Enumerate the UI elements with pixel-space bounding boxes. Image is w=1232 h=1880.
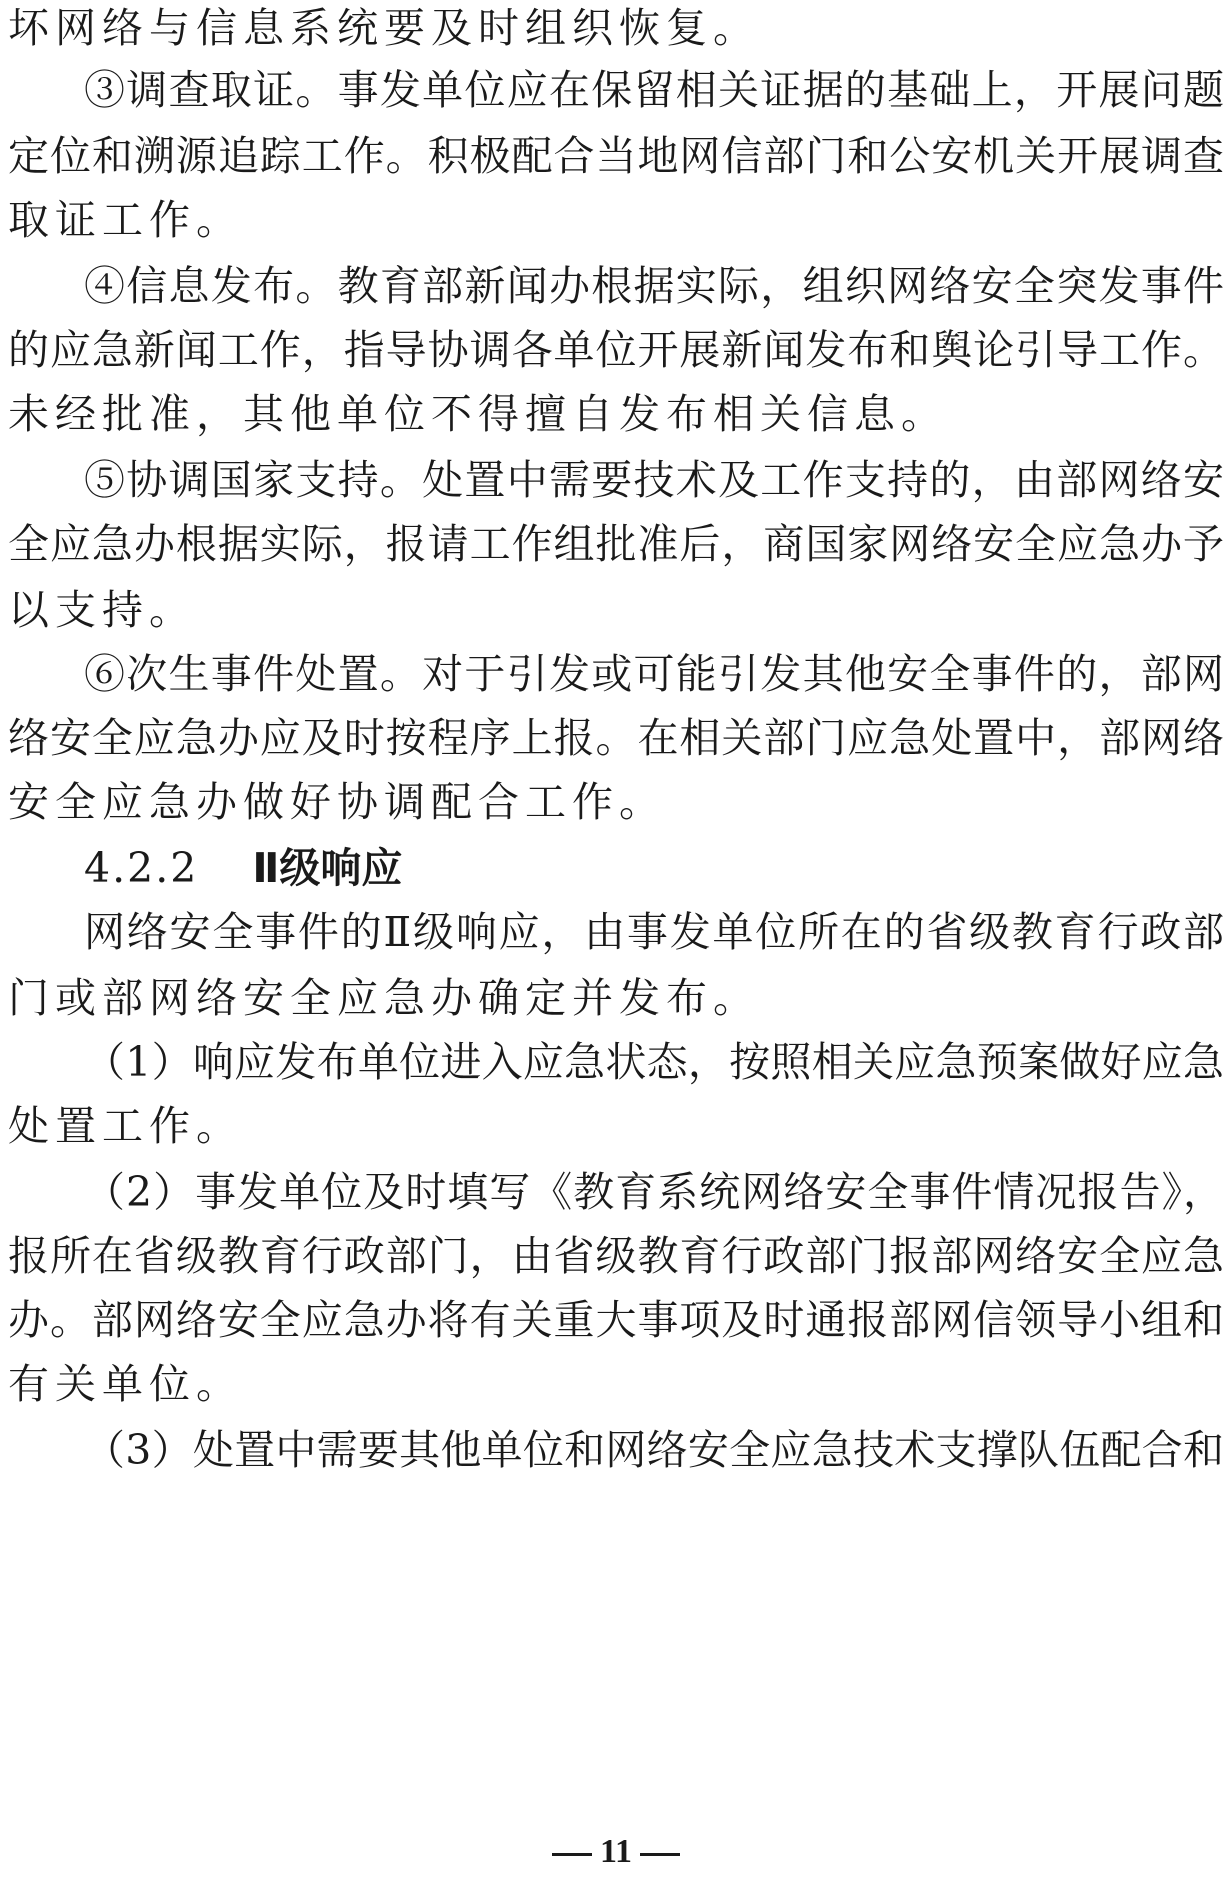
page-footer — [0, 1832, 1232, 1872]
text-line-14: 网络安全事件的Ⅱ级响应，由事发单位所在的省级教育行政部 — [84, 908, 1224, 956]
text-line-18: （2）事发单位及时填写《教育系统网络安全事件情况报告》， — [84, 1168, 1224, 1216]
text-line-22: （3）处置中需要其他单位和网络安全应急技术支撑队伍配合和 — [84, 1426, 1224, 1474]
footer-dash-right — [640, 1853, 680, 1856]
text-line-13: 安全应急办做好协调配合工作。 — [8, 778, 666, 826]
text-line-16: （1）响应发布单位进入应急状态，按照相关应急预案做好应急 — [84, 1038, 1224, 1086]
section-number: 4.2.2 — [84, 844, 199, 892]
text-line-21: 有关单位。 — [8, 1360, 243, 1408]
text-line-7: 未经批准，其他单位不得擅自发布相关信息。 — [8, 390, 948, 438]
text-line-20: 办。部网络安全应急办将有关重大事项及时通报部网信领导小组和 — [8, 1296, 1224, 1344]
text-line-3: 定位和溯源追踪工作。积极配合当地网信部门和公安机关开展调查 — [8, 132, 1224, 180]
text-line-2: ③调查取证。事发单位应在保留相关证据的基础上，开展问题 — [84, 66, 1224, 114]
text-line-19: 报所在省级教育行政部门，由省级教育行政部门报部网络安全应急 — [8, 1232, 1224, 1280]
text-line-17: 处置工作。 — [8, 1102, 243, 1150]
section-title: Ⅱ级响应 — [252, 844, 403, 892]
text-line-1: 坏网络与信息系统要及时组织恢复。 — [8, 4, 760, 52]
text-line-15: 门或部网络安全应急办确定并发布。 — [8, 974, 760, 1022]
text-line-4: 取证工作。 — [8, 196, 243, 244]
section-heading — [84, 840, 402, 896]
footer-dash-left — [552, 1853, 592, 1856]
text-line-5: ④信息发布。教育部新闻办根据实际，组织网络安全突发事件 — [84, 262, 1224, 310]
text-line-6: 的应急新闻工作，指导协调各单位开展新闻发布和舆论引导工作。 — [8, 326, 1224, 374]
text-line-8: ⑤协调国家支持。处置中需要技术及工作支持的，由部网络安 — [84, 456, 1224, 504]
text-line-11: ⑥次生事件处置。对于引发或可能引发其他安全事件的，部网 — [84, 650, 1224, 698]
text-line-12: 络安全应急办应及时按程序上报。在相关部门应急处置中，部网络 — [8, 714, 1224, 762]
text-line-9: 全应急办根据实际，报请工作组批准后，商国家网络安全应急办予 — [8, 520, 1224, 568]
page-number: 11 — [599, 1833, 633, 1870]
text-line-10: 以支持。 — [8, 586, 196, 634]
